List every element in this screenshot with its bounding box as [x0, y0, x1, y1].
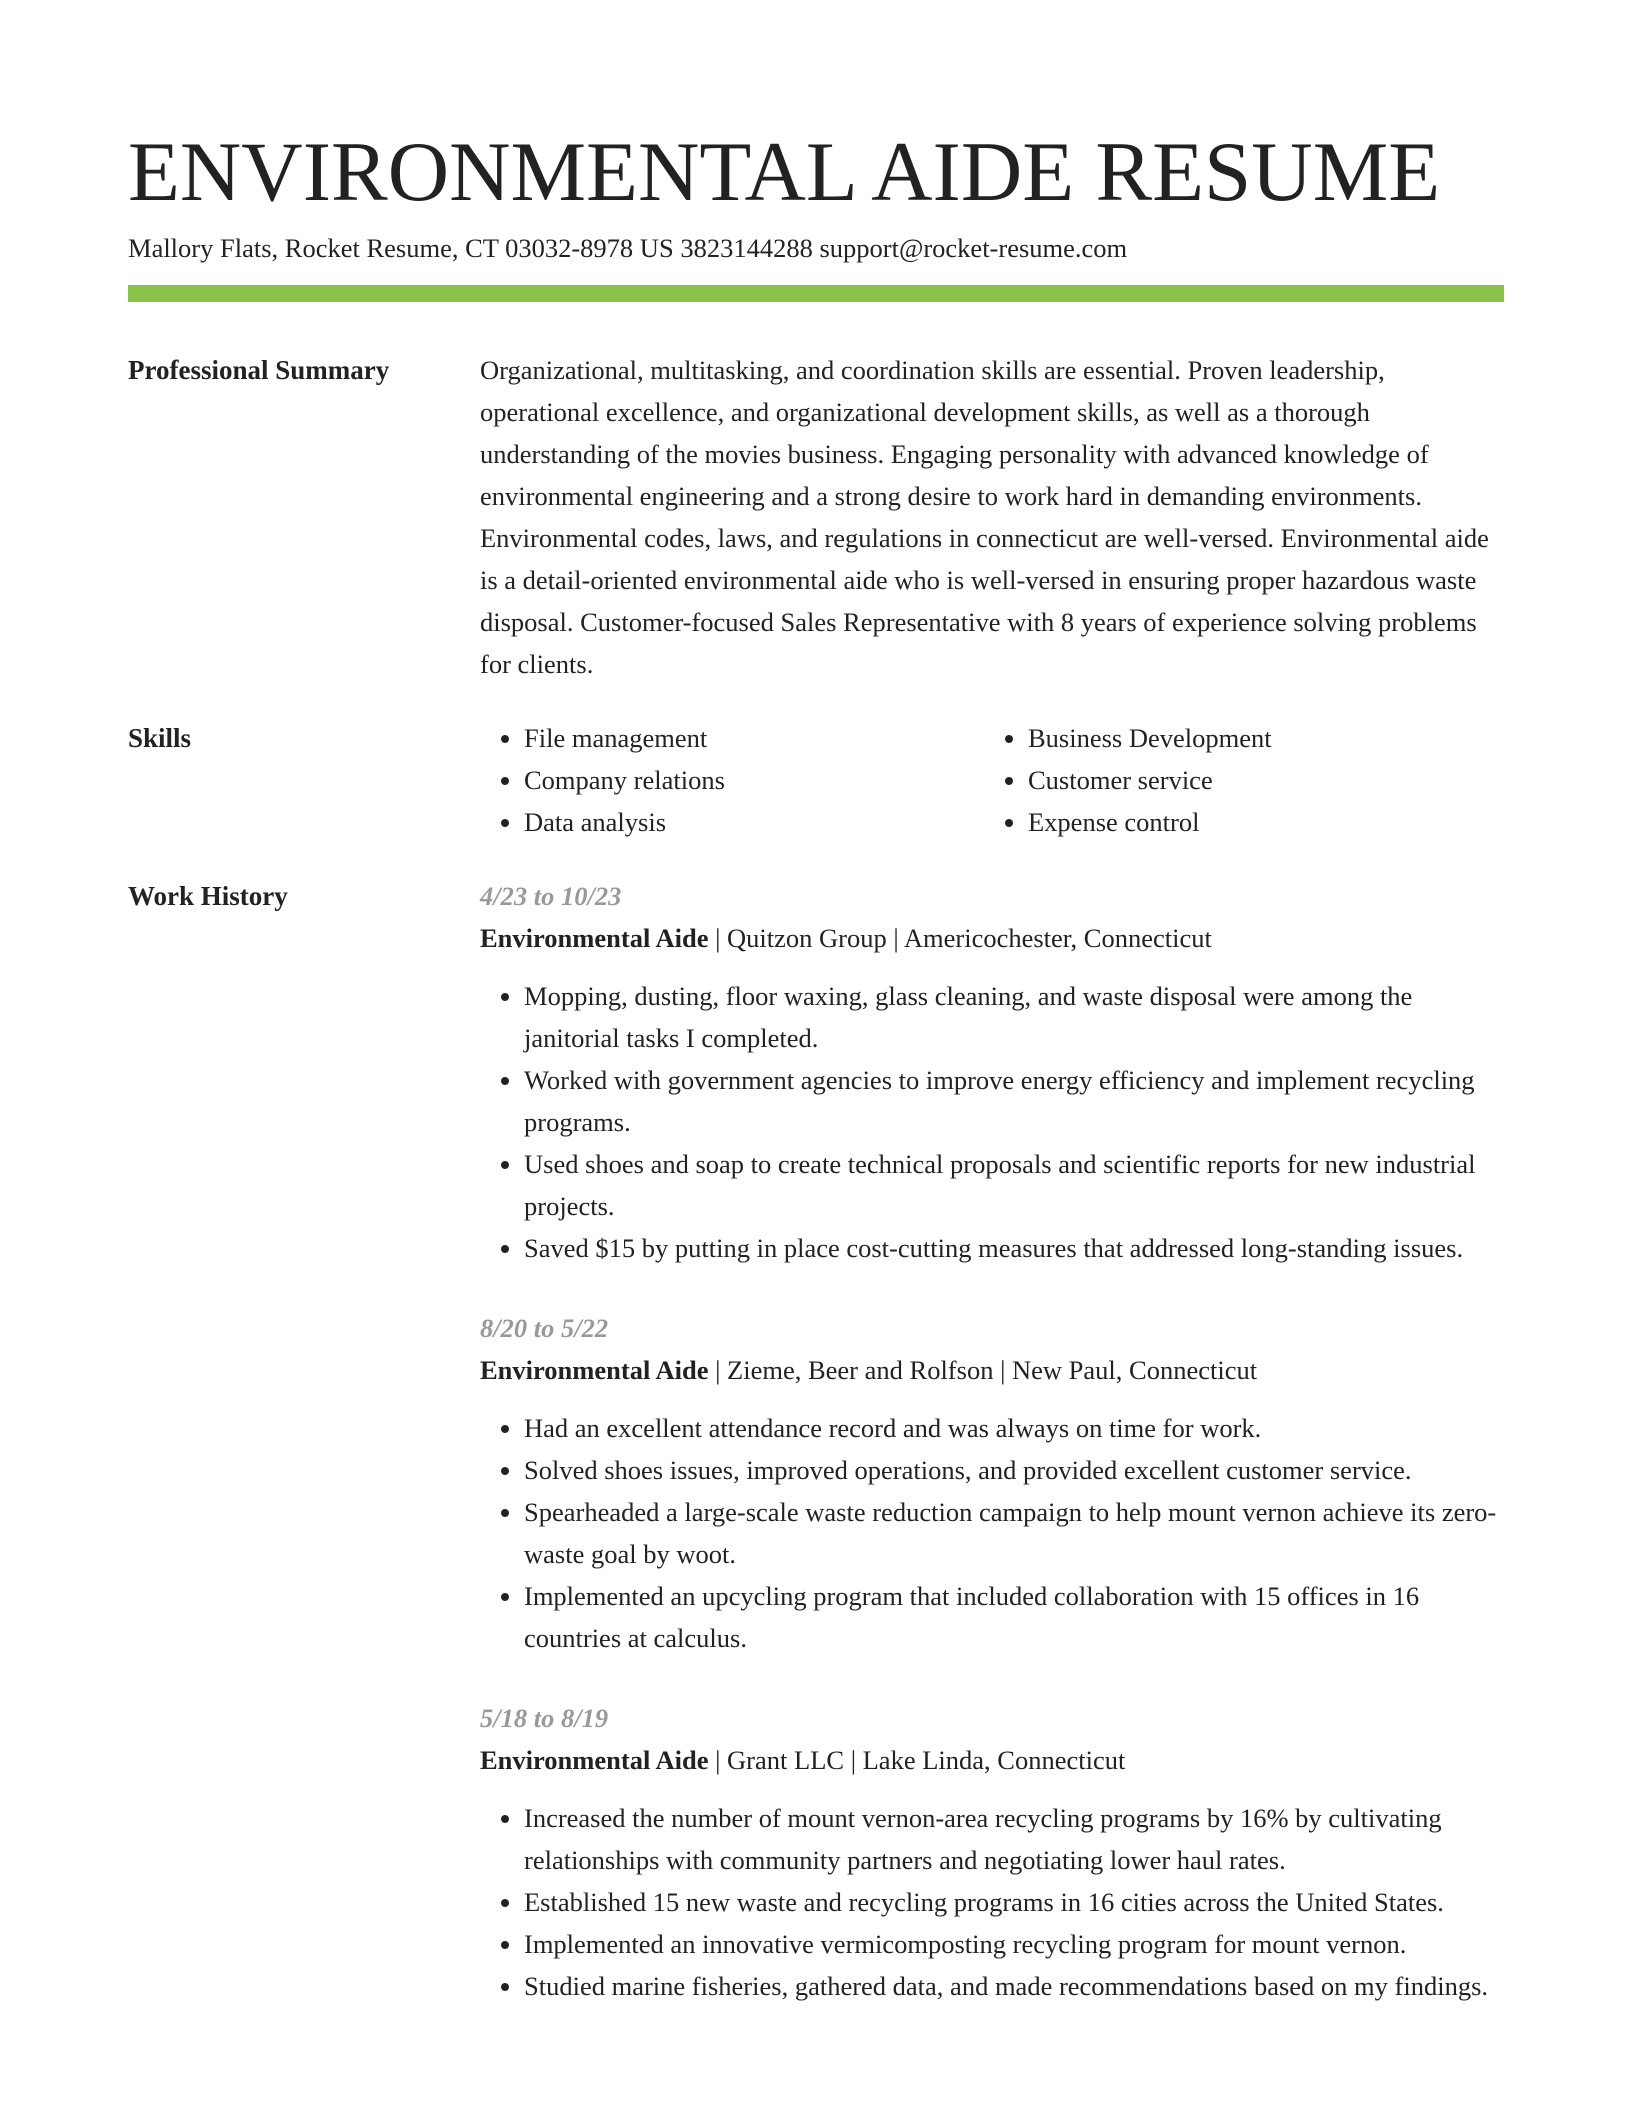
job-bullet: • Implemented an upcycling program that included collaboration with 15 offices in 16 countries at calculus.: [524, 1575, 1510, 1659]
job-title: Environmental Aide: [480, 1745, 709, 1775]
job-bullets: [480, 1407, 1510, 1659]
job-location: Americochester, Connecticut: [903, 923, 1212, 953]
resume-title: ENVIRONMENTAL AIDE RESUME: [128, 125, 1441, 219]
job-company: Quitzon Group: [727, 923, 887, 953]
skills-body: [480, 717, 1510, 843]
header-divider: [128, 285, 1504, 302]
job-dates: 5/18 to 8/19: [480, 1703, 609, 1733]
skills-column-1: [480, 717, 984, 843]
job-title-line: [480, 1739, 1510, 1781]
contact-address: Mallory Flats, Rocket Resume, CT 03032-8978 US: [128, 233, 674, 263]
job-dates: 4/23 to 10/23: [480, 881, 622, 911]
skills-column-2: [984, 717, 1488, 843]
job-entry: [480, 1307, 1510, 1659]
skill-item: • Data analysis: [524, 801, 984, 843]
job-location: Lake Linda, Connecticut: [862, 1745, 1126, 1775]
separator: |: [893, 923, 899, 953]
job-bullet: • Had an excellent attendance record and was always on time for work.: [524, 1407, 1510, 1449]
skill-item: • Company relations: [524, 759, 984, 801]
job-bullet: • Used shoes and soap to create technical proposals and scientific reports for new industrial projects.: [524, 1143, 1510, 1227]
job-bullet: • Increased the number of mount vernon-area recycling programs by 16% by cultivating relationships with community partners and negotiating lower haul rates.: [524, 1797, 1510, 1881]
work-history-heading: Work History: [128, 881, 288, 911]
work-history-body: [480, 875, 1510, 2007]
separator: |: [850, 1745, 856, 1775]
skill-item: • Business Development: [1028, 717, 1488, 759]
job-bullet: • Studied marine fisheries, gathered data, and made recommendations based on my findings.: [524, 1965, 1510, 2007]
job-company: Grant LLC: [727, 1745, 845, 1775]
job-location: New Paul, Connecticut: [1012, 1355, 1258, 1385]
summary-body: [480, 349, 1510, 685]
job-entry: [480, 1697, 1510, 2007]
separator: |: [715, 1355, 721, 1385]
separator: |: [715, 923, 721, 953]
job-title: Environmental Aide: [480, 1355, 709, 1385]
job-company: Zieme, Beer and Rolfson: [727, 1355, 994, 1385]
skills-heading: Skills: [128, 723, 192, 753]
job-bullets: [480, 1797, 1510, 2007]
job-title-line: [480, 1349, 1510, 1391]
skills-grid: [480, 717, 1510, 843]
job-bullet: • Worked with government agencies to improve energy efficiency and implement recycling programs.: [524, 1059, 1510, 1143]
contact-email[interactable]: support@rocket-resume.com: [819, 233, 1128, 263]
skill-item: • Customer service: [1028, 759, 1488, 801]
job-bullet: • Solved shoes issues, improved operations, and provided excellent customer service.: [524, 1449, 1510, 1491]
skill-item: • Expense control: [1028, 801, 1488, 843]
contact-line: [128, 230, 1127, 266]
skill-item: • File management: [524, 717, 984, 759]
job-title-line: [480, 917, 1510, 959]
job-bullets: [480, 975, 1510, 1269]
job-bullet: • Spearheaded a large-scale waste reduction campaign to help mount vernon achieve its zero-waste goal by woot.: [524, 1491, 1510, 1575]
job-entry: [480, 875, 1510, 1269]
separator: |: [1000, 1355, 1006, 1385]
job-dates: 8/20 to 5/22: [480, 1313, 609, 1343]
summary-heading: Professional Summary: [128, 355, 390, 385]
summary-text: Organizational, multitasking, and coordination skills are essential. Proven leadership, operational excellence, and organizational development skills, as well as a thorough understanding of the movies business. Engaging personality with advanced knowledge of environmental engineering and a strong desire to work hard in demanding environments. Environmental codes, laws, and regulations in connecticut are well-versed. Environmental aide is a detail-oriented environmental aide who is well-versed in ensuring proper hazardous waste disposal. Customer-focused Sales Representative with 8 years of experience solving problems for clients.: [480, 355, 1489, 679]
job-bullet: • Saved $15 by putting in place cost-cutting measures that addressed long-standing issues.: [524, 1227, 1510, 1269]
job-bullet: • Implemented an innovative vermicomposting recycling program for mount vernon.: [524, 1923, 1510, 1965]
job-bullet: • Established 15 new waste and recycling programs in 16 cities across the United States.: [524, 1881, 1510, 1923]
contact-phone: 3823144288: [680, 233, 813, 263]
job-bullet: • Mopping, dusting, floor waxing, glass cleaning, and waste disposal were among the janitorial tasks I completed.: [524, 975, 1510, 1059]
separator: |: [715, 1745, 721, 1775]
job-title: Environmental Aide: [480, 923, 709, 953]
